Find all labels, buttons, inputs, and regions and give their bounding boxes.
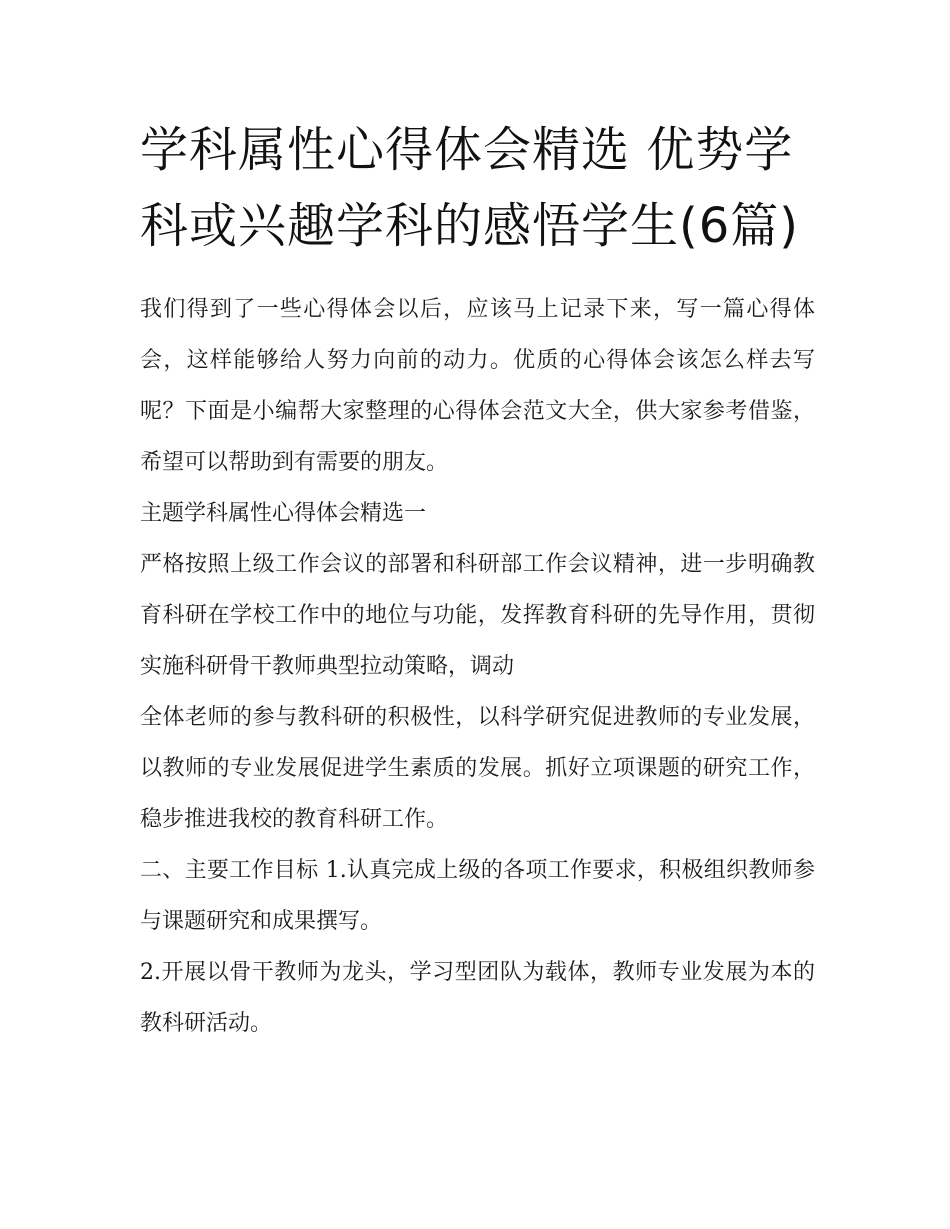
section-heading: 主题学科属性心得体会精选一 bbox=[140, 501, 427, 526]
document-title: 学科属性心得体会精选 优势学科或兴趣学科的感悟学生(6篇) bbox=[140, 122, 799, 254]
document-body bbox=[140, 112, 815, 1049]
goal-paragraph: 2.开展以骨干教师为龙头，学习型团队为载体，教师专业发展为本的教科研活动。 bbox=[140, 960, 815, 1036]
body-paragraph: 全体老师的参与教科研的积极性，以科学研究促进教师的专业发展，以教师的专业发展促进学生素质的发展。抓好立项课题的研究工作，稳步推进我校的教育科研工作。 bbox=[140, 705, 815, 832]
intro-paragraph: 我们得到了一些心得体会以后，应该马上记录下来，写一篇心得体会，这样能够给人努力向前的动力。优质的心得体会该怎么样去写呢？下面是小编帮大家整理的心得体会范文大全，供大家参考借鉴，希望可以帮助到有需要的朋友。 bbox=[140, 297, 815, 475]
goal-paragraph: 二、主要工作目标 1.认真完成上级的各项工作要求，积极组织教师参与课题研究和成果撰写。 bbox=[140, 858, 815, 934]
body-paragraph: 严格按照上级工作会议的部署和科研部工作会议精神，进一步明确教育科研在学校工作中的地位与功能，发挥教育科研的先导作用，贯彻实施科研骨干教师典型拉动策略，调动 bbox=[140, 552, 815, 679]
